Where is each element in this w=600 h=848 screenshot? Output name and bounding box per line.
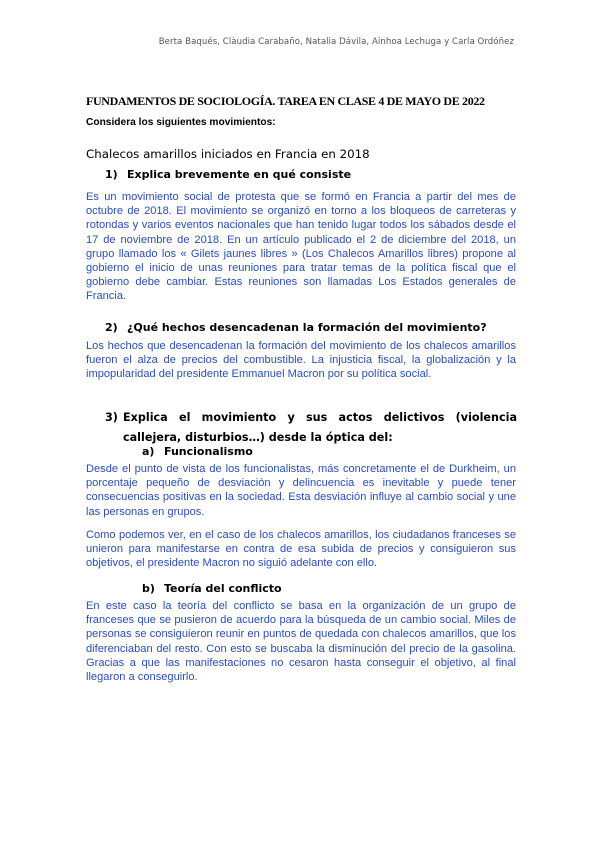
question-1-heading xyxy=(105,168,351,181)
question-3a-answer-2: Como podemos ver, en el caso de los chalecos amarillos, los ciudadanos franceses se unieron para manifestarse en contra de esa subida de precios y consiguieron sus objetivos, el presidente Macron no siguió adelante con ello. xyxy=(86,529,516,570)
question-2-number: 2) xyxy=(105,321,118,334)
question-3b-answer: En este caso la teoría del conflicto se basa en la organización de un grupo de franceses que se pusieron de acuerdo para la búsqueda de un cambio social. Miles de personas se consiguieron reunir en puntos de quedada con chalecos amarillos, que los diferenciaban del resto. Con esto se buscaba la disminución del precio de la gasolina. Gracias a que las manifestaciones no cesaron hasta conseguir el objetivo, al final llegaron a conseguirlo. xyxy=(86,600,516,684)
question-3b-label: Teoría del conflicto xyxy=(164,582,282,595)
question-3-heading xyxy=(105,408,517,448)
question-3-label: Explica el movimiento y sus actos delictivos (violencia callejera, disturbios…) desde la óptica del: xyxy=(123,411,517,444)
question-1-label: Explica brevemente en qué consiste xyxy=(127,168,352,181)
question-3a-answer-1: Desde el punto de vista de los funcionalistas, más concretamente el de Durkheim, un porcentaje pequeño de desviación y delincuencia es inevitable y puede tener consecuencias positivas en la sociedad. Esta desviación influye al cambio social y une las personas en grupos. xyxy=(86,463,516,518)
question-2-heading xyxy=(105,321,487,334)
question-3-number: 3) xyxy=(105,411,118,424)
question-3a-letter: a) xyxy=(142,445,155,458)
intro-text: Considera los siguientes movimientos: xyxy=(86,117,276,128)
question-3a-label: Funcionalismo xyxy=(164,445,253,458)
question-1-answer: Es un movimiento social de protesta que se formó en Francia a partir del mes de octubre de 2018. El movimiento se organizó en torno a los bloqueos de carreteras y rotondas y varios eventos nacionales que han tenido lugar todos los sábados desde el 17 de noviembre de 2018. En un artículo publicado el 2 de diciembre del 2018, un grupo llamado los « Gilets jaunes libres » (Los Chalecos Amarillos libres) propone al gobierno el inicio de unas reuniones para tratar temas de la política fiscal que el gobierno debe cambiar. Estas reuniones son llamadas Los Estados generales de Francia. xyxy=(86,191,516,303)
question-3b-heading xyxy=(142,582,282,595)
question-2-label: ¿Qué hechos desencadenan la formación del movimiento? xyxy=(127,321,487,334)
question-1-number: 1) xyxy=(105,168,118,181)
header-authors: Berta Baqués, Clàudia Carabaño, Natalia Dávila, Ainhoa Lechuga y Carla Ordóñez xyxy=(158,37,514,47)
question-2-answer: Los hechos que desencadenan la formación del movimiento de los chalecos amarillos fueron el alza de precios del combustible. La injusticia fiscal, la globalización y la impopularidad del presidente Emmanuel Macron por su política social. xyxy=(86,340,516,381)
section-title: Chalecos amarillos iniciados en Francia en 2018 xyxy=(86,147,370,161)
question-3a-heading xyxy=(142,445,253,458)
document-title: FUNDAMENTOS DE SOCIOLOGÍA. TAREA EN CLASE 4 DE MAYO DE 2022 xyxy=(86,94,485,108)
question-3b-letter: b) xyxy=(142,582,155,595)
